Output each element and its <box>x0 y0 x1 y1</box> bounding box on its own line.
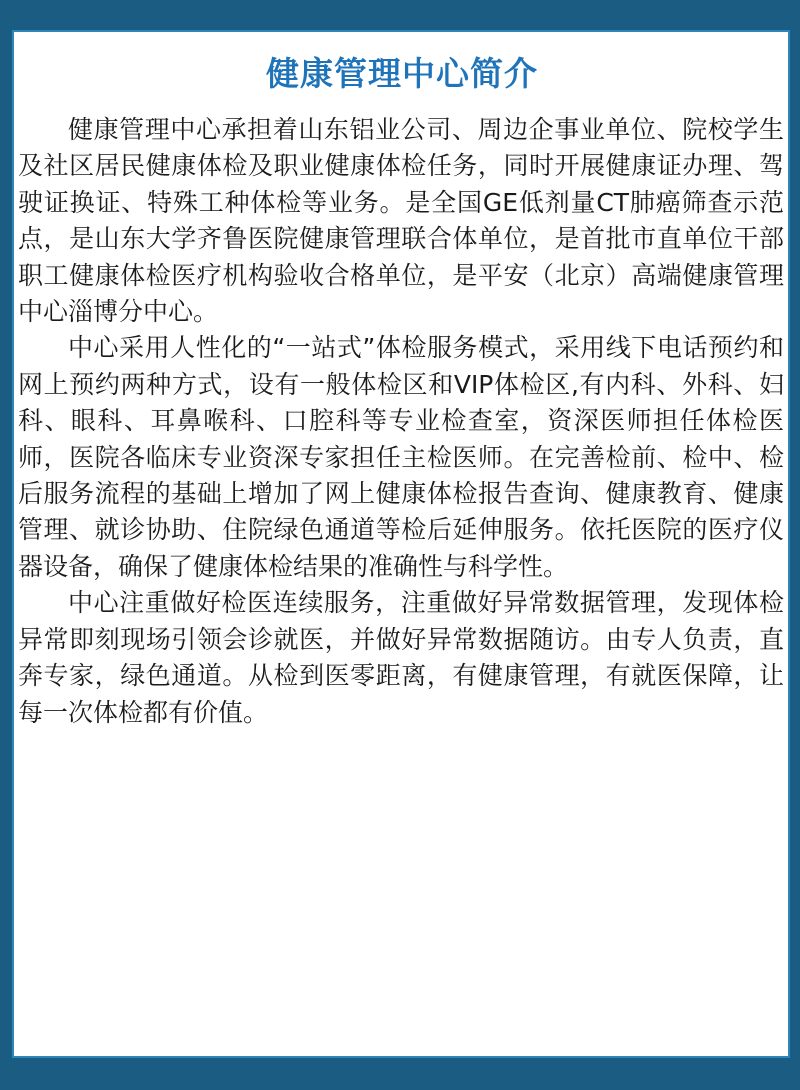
intro-panel <box>12 30 790 1058</box>
intro-paragraph-3: 中心注重做好检医连续服务，注重做好异常数据管理，发现体检异常即刻现场引领会诊就医，并做好异常数据随访。由专人负责，直奔专家，绿色通道。从检到医零距离，有健康管理，有就医保障，让每一次体检都有价值。 <box>18 588 784 727</box>
top-frame-bar <box>0 0 800 30</box>
page-title: 健康管理中心简介 <box>266 54 538 93</box>
intro-paragraph-2: 中心采用人性化的“一站式”体检服务模式，采用线下电话预约和网上预约两种方式，设有一般体检区和VIP体检区,有内科、外科、妇科、眼科、耳鼻喉科、口腔科等专业检查室，资深医师担任体检医师，医院各临床专业资深专家担任主检医师。在完善检前、检中、检后服务流程的基础上增加了网上健康体检报告查询、健康教育、健康管理、就诊协助、住院绿色通道等检后延伸服务。依托医院的医疗仪器设备，确保了健康体检结果的准确性与科学性。 <box>18 333 784 581</box>
intro-body <box>18 112 784 731</box>
bottom-frame-bar <box>0 1058 800 1090</box>
intro-paragraph-1: 健康管理中心承担着山东铝业公司、周边企事业单位、院校学生及社区居民健康体检及职业健康体检任务，同时开展健康证办理、驾驶证换证、特殊工种体检等业务。是全国GE低剂量CT肺癌筛查示范点，是山东大学齐鲁医院健康管理联合体单位，是首批市直单位干部职工健康体检医疗机构验收合格单位，是平安（北京）高端健康管理中心淄博分中心。 <box>18 115 784 327</box>
